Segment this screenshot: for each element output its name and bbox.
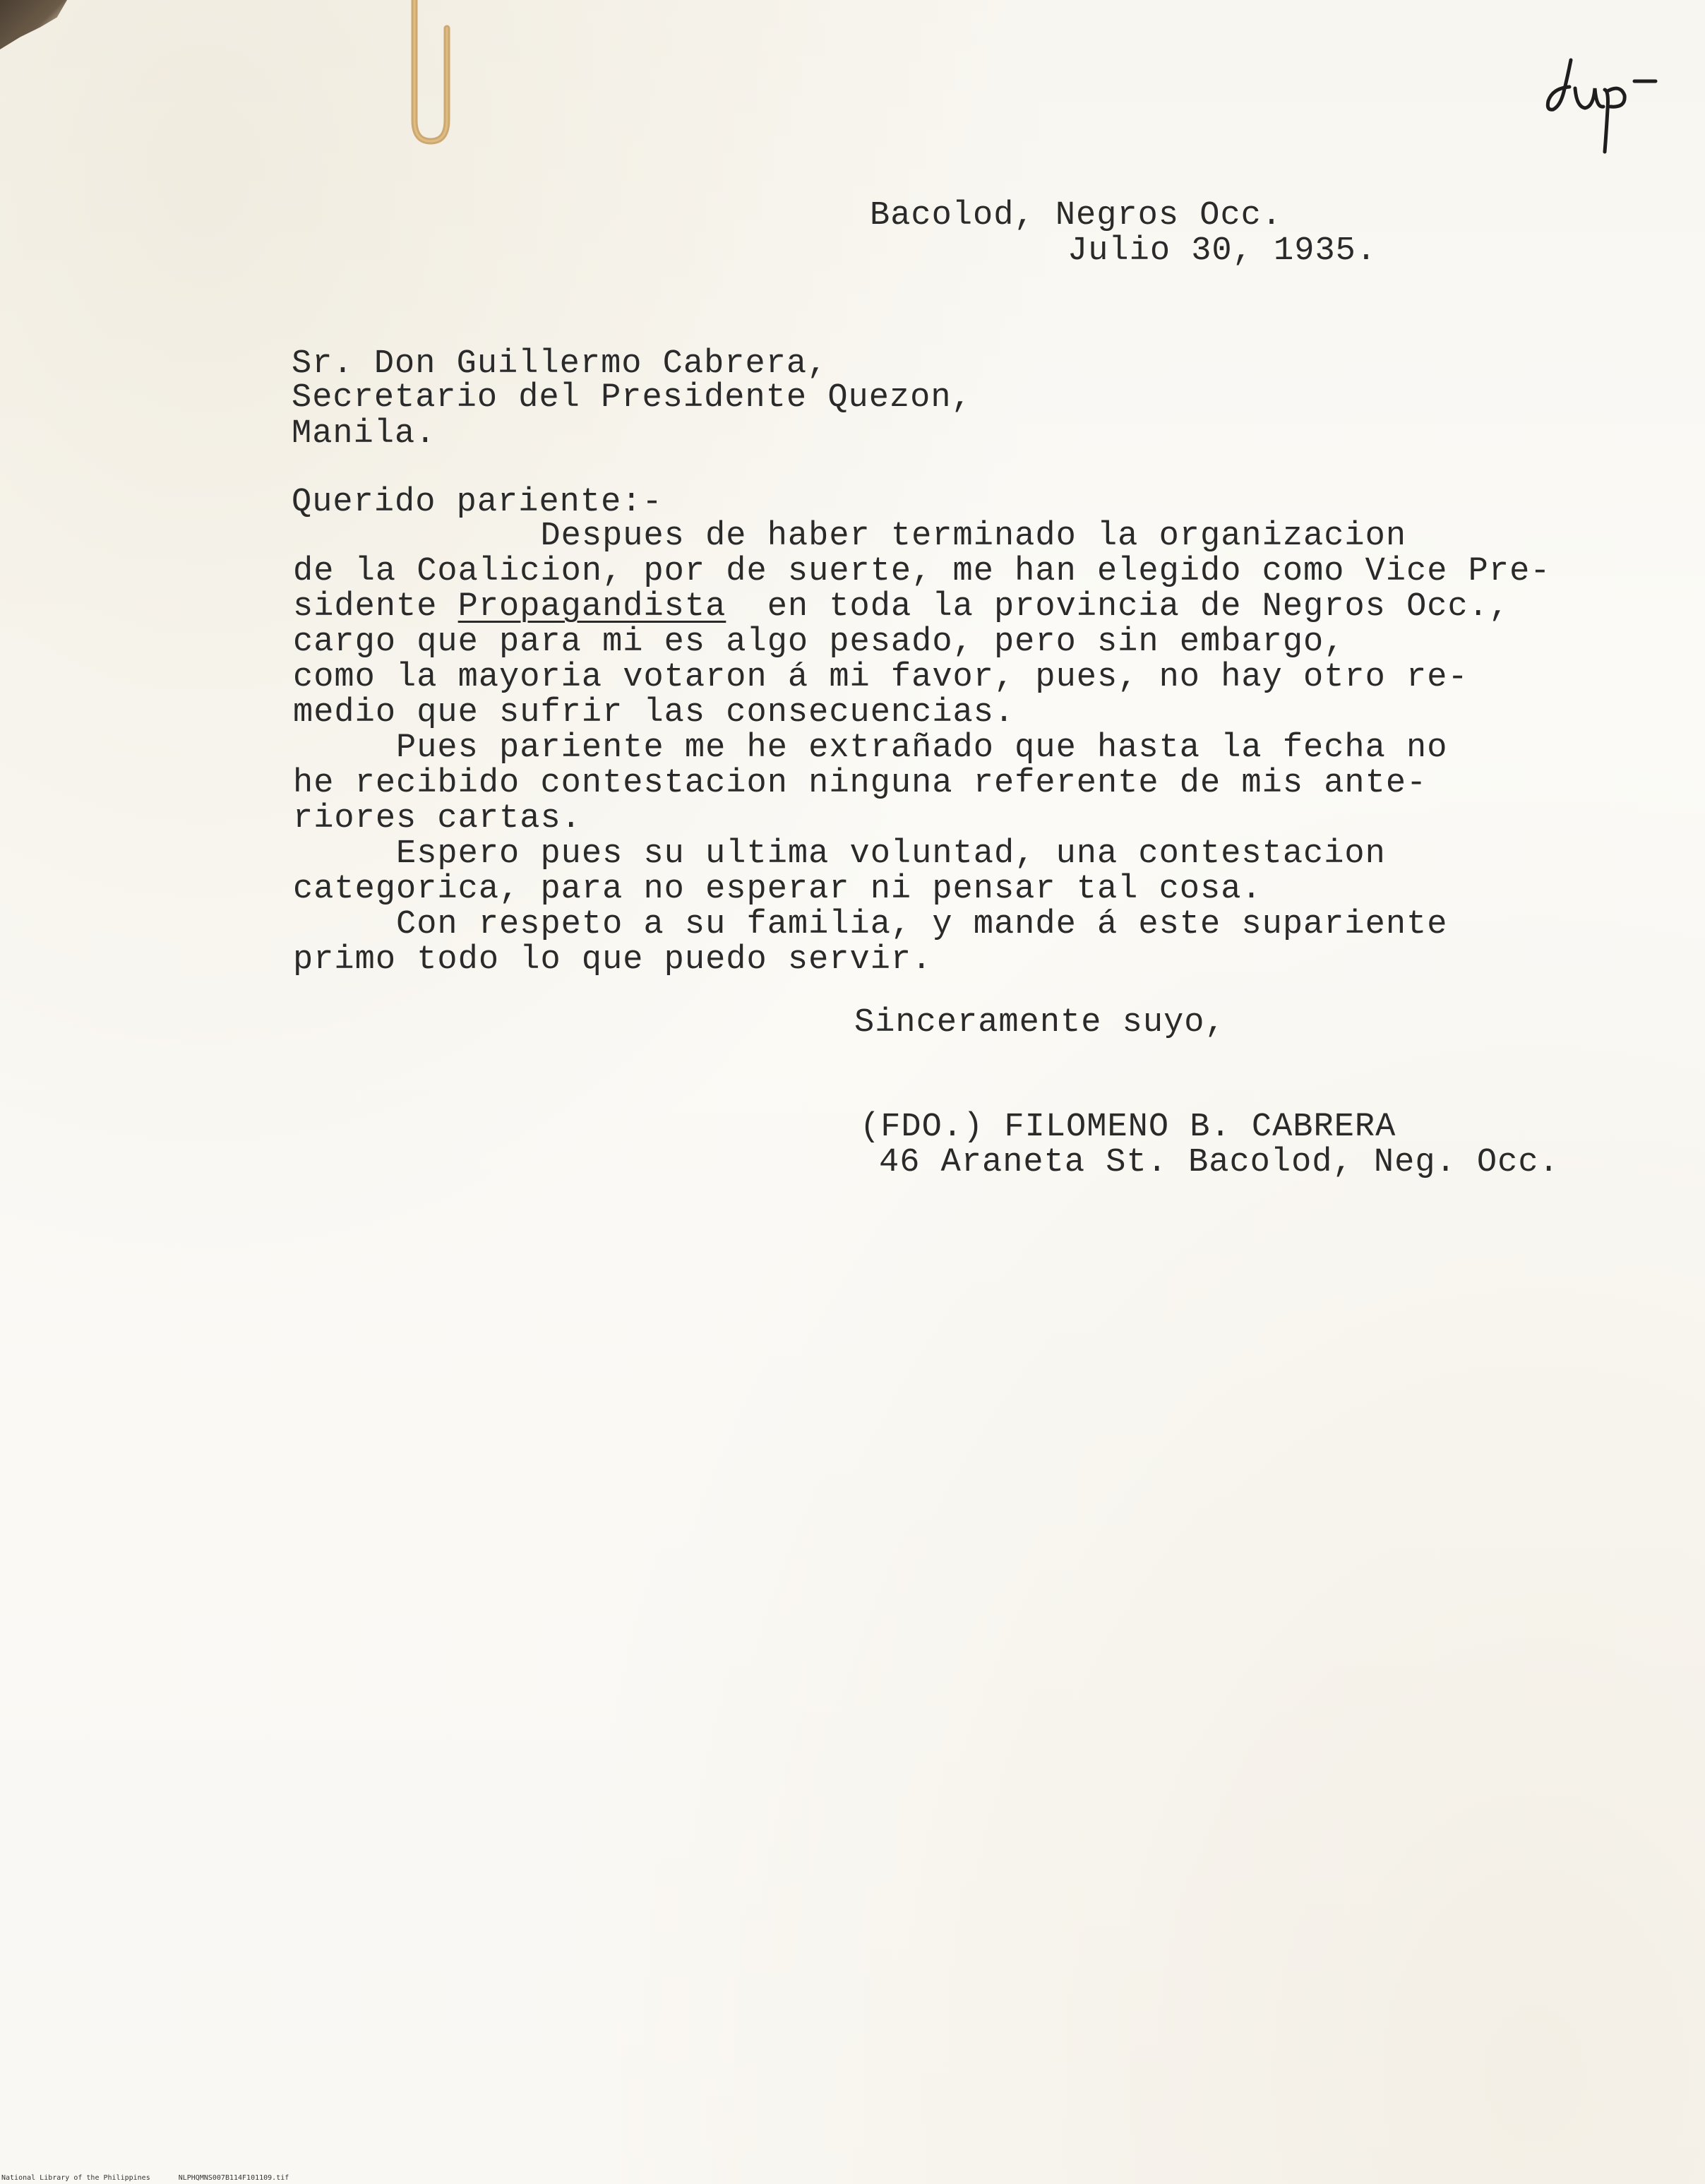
body-line (293, 590, 1550, 625)
recipient-line-2: Secretario del Presidente Quezon, (292, 379, 972, 417)
body-line: cargo que para mi es algo pesado, pero sin embargo, (293, 623, 1345, 661)
body-line: Espero pues su ultima voluntad, una contestacion (293, 835, 1386, 873)
handwritten-annotation (1543, 30, 1670, 159)
sender-address: 46 Araneta St. Bacolod, Neg. Occ. (879, 1144, 1560, 1181)
signature: (FDO.) FILOMENO B. CABRERA (860, 1109, 1396, 1146)
footer-institution: National Library of the Philippines (1, 2174, 150, 2182)
recipient-line-1: Sr. Don Guillermo Cabrera, (292, 345, 828, 383)
salutation: Querido pariente:- (292, 484, 663, 521)
letter-body (293, 519, 1550, 978)
body-line: de la Coalicion, por de suerte, me han elegido como Vice Pre- (293, 553, 1551, 590)
letter-place: Bacolod, Negros Occ. (870, 197, 1283, 234)
body-line: Con respeto a su familia, y mande á este supariente (293, 906, 1448, 943)
torn-corner (0, 0, 67, 49)
body-line: he recibido contestacion ninguna referente de mis ante- (293, 765, 1428, 802)
body-line: Pues pariente me he extrañado que hasta la fecha no (293, 729, 1448, 767)
recipient-line-3: Manila. (292, 415, 436, 453)
body-line: medio que sufrir las consecuencias. (293, 694, 1015, 732)
underlined-word: Propagandista (457, 588, 726, 626)
annotation-text: dup- (1543, 30, 1570, 42)
closing: Sinceramente suyo, (854, 1004, 1226, 1042)
body-line: primo todo lo que puedo servir. (293, 941, 933, 979)
body-line: Despues de haber terminado la organizacion (293, 518, 1407, 555)
archive-footer (1, 2174, 289, 2182)
body-text: en toda la provincia de Negros Occ., (726, 588, 1510, 626)
body-line: riores cartas. (293, 800, 582, 837)
footer-filename: NLPHQMNS007B114F101109.tif (178, 2174, 289, 2182)
paperclip-stain (399, 0, 455, 148)
letter-date: Julio 30, 1935. (1067, 232, 1377, 270)
body-line: como la mayoria votaron á mi favor, pues, no hay otro re- (293, 659, 1468, 696)
body-line: categorica, para no esperar ni pensar tal cosa. (293, 871, 1262, 908)
body-text: sidente (293, 588, 458, 626)
